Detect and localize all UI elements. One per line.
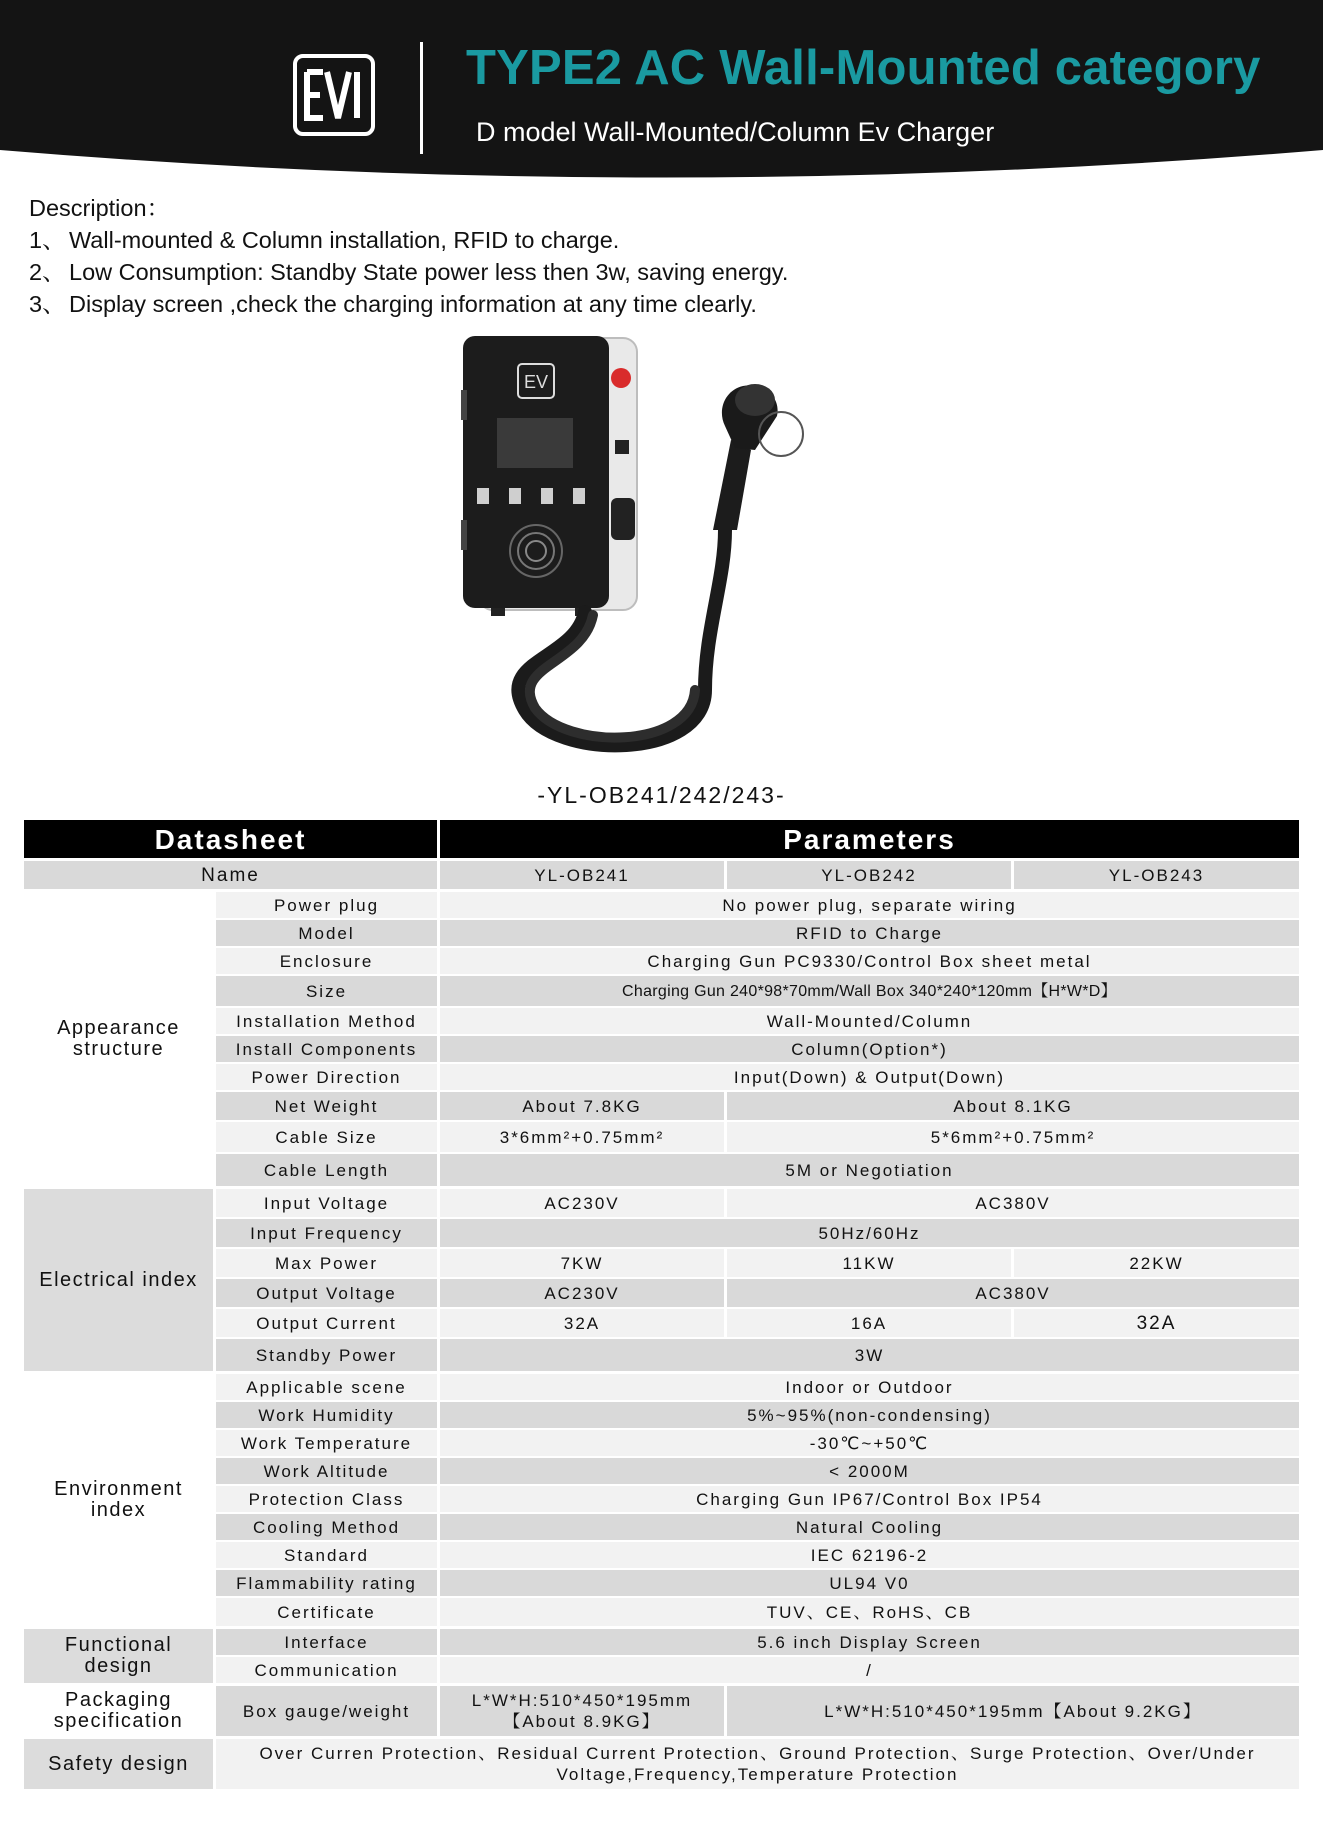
model-name-cell: YL-OB243: [1014, 861, 1299, 889]
item-text: Wall-mounted & Column installation, RFID to charge.: [69, 227, 620, 253]
row-value: 22KW: [1014, 1249, 1299, 1277]
item-number: 1、: [29, 227, 66, 253]
row-value: Charging Gun IP67/Control Box IP54: [440, 1486, 1299, 1512]
row-value: About 7.8KG: [440, 1092, 724, 1120]
row-label: Max Power: [216, 1249, 437, 1277]
name-label: Name: [24, 861, 437, 889]
row-value: Input(Down) & Output(Down): [440, 1064, 1299, 1090]
row-value: IEC 62196-2: [440, 1542, 1299, 1568]
row-label: Interface: [216, 1629, 437, 1655]
row-label: Power Direction: [216, 1064, 437, 1090]
row-value: No power plug, separate wiring: [440, 892, 1299, 918]
row-value: AC230V: [440, 1279, 724, 1307]
row-value: 32A: [1014, 1309, 1299, 1337]
row-label: Cooling Method: [216, 1514, 437, 1540]
item-text: Display screen ,check the charging information at any time clearly.: [69, 291, 757, 317]
category-electrical: Electrical index: [24, 1189, 213, 1371]
row-label: Output Current: [216, 1309, 437, 1337]
row-value: About 8.1KG: [727, 1092, 1299, 1120]
category-safety: Safety design: [24, 1739, 213, 1789]
row-value: Indoor or Outdoor: [440, 1374, 1299, 1400]
row-value: 5M or Negotiation: [440, 1154, 1299, 1186]
row-value: Wall-Mounted/Column: [440, 1008, 1299, 1034]
row-label: Protection Class: [216, 1486, 437, 1512]
description-section: [29, 192, 788, 320]
item-number: 2、: [29, 259, 66, 285]
row-label: Size: [216, 976, 437, 1006]
row-label: Enclosure: [216, 948, 437, 974]
row-label: Box gauge/weight: [216, 1686, 437, 1736]
item-number: 3、: [29, 291, 66, 317]
row-value: AC380V: [727, 1279, 1299, 1307]
row-label: Cable Size: [216, 1122, 437, 1152]
row-label: Input Voltage: [216, 1189, 437, 1217]
row-value: Charging Gun 240*98*70mm/Wall Box 340*240*120mm【H*W*D】: [440, 976, 1299, 1006]
header-background: [0, 0, 1323, 205]
category-packaging: Packaging specification: [24, 1686, 213, 1736]
ev-charger-illustration: [455, 330, 905, 780]
row-value: 50Hz/60Hz: [440, 1219, 1299, 1247]
row-value: AC380V: [727, 1189, 1299, 1217]
row-value: 5%~95%(non-condensing): [440, 1402, 1299, 1428]
header-divider: [420, 42, 423, 154]
row-value: RFID to Charge: [440, 920, 1299, 946]
category-appearance: Appearance structure: [24, 892, 213, 1186]
ev-logo-icon: [303, 66, 365, 124]
product-model-label: -YL-OB241/242/243-: [537, 782, 786, 808]
row-value: 5*6mm²+0.75mm²: [727, 1122, 1299, 1152]
page-header: [0, 0, 1323, 205]
row-value: Column(Option*): [440, 1036, 1299, 1062]
model-name-cell: YL-OB241: [440, 861, 724, 889]
category-environment: Environment index: [24, 1374, 213, 1626]
category-functional: Functional design: [24, 1629, 213, 1683]
item-text: Low Consumption: Standby State power less then 3w, saving energy.: [69, 259, 789, 285]
page-title: TYPE2 AC Wall-Mounted category: [466, 41, 1261, 95]
row-label: Work Humidity: [216, 1402, 437, 1428]
row-value: TUV、CE、RoHS、CB: [440, 1598, 1299, 1626]
row-value: 32A: [440, 1309, 724, 1337]
row-value: AC230V: [440, 1189, 724, 1217]
row-value: UL94 V0: [440, 1570, 1299, 1596]
row-label: Input Frequency: [216, 1219, 437, 1247]
row-label: Work Altitude: [216, 1458, 437, 1484]
row-label: Standard: [216, 1542, 437, 1568]
row-value: 5.6 inch Display Screen: [440, 1629, 1299, 1655]
row-label: Installation Method: [216, 1008, 437, 1034]
row-label: Net Weight: [216, 1092, 437, 1120]
product-logo: EV: [523, 372, 549, 392]
page-subtitle: D model Wall-Mounted/Column Ev Charger: [476, 117, 995, 147]
row-label: Model: [216, 920, 437, 946]
row-value: 3W: [440, 1339, 1299, 1371]
description-item: [29, 256, 788, 288]
description-item: [29, 288, 788, 320]
description-item: [29, 224, 788, 256]
header-datasheet: Datasheet: [24, 820, 437, 858]
row-label: Power plug: [216, 892, 437, 918]
description-heading: Description：: [29, 195, 171, 221]
row-value: 16A: [727, 1309, 1011, 1337]
row-value: -30℃~+50℃: [440, 1430, 1299, 1456]
row-value: Charging Gun PC9330/Control Box sheet metal: [440, 948, 1299, 974]
row-label: Flammability rating: [216, 1570, 437, 1596]
safety-value: Over Curren Protection、Residual Current Protection、Ground Protection、Surge Protection、Over/Under Voltage,Frequency,Temperature Protection: [216, 1739, 1299, 1789]
row-label: Cable Length: [216, 1154, 437, 1186]
row-label: Standby Power: [216, 1339, 437, 1371]
row-value: < 2000M: [440, 1458, 1299, 1484]
datasheet-table: [24, 820, 1299, 1784]
row-value: L*W*H:510*450*195mm【About 9.2KG】: [727, 1686, 1299, 1736]
row-value: L*W*H:510*450*195mm【About 8.9KG】: [440, 1686, 724, 1736]
row-label: Applicable scene: [216, 1374, 437, 1400]
row-value: 11KW: [727, 1249, 1011, 1277]
row-value: 3*6mm²+0.75mm²: [440, 1122, 724, 1152]
row-label: Certificate: [216, 1598, 437, 1626]
brand-logo: [293, 54, 375, 136]
row-value: Natural Cooling: [440, 1514, 1299, 1540]
table-header: [24, 820, 1299, 858]
row-value: /: [440, 1657, 1299, 1683]
row-label: Output Voltage: [216, 1279, 437, 1307]
row-label: Communication: [216, 1657, 437, 1683]
row-label: Work Temperature: [216, 1430, 437, 1456]
row-value: 7KW: [440, 1249, 724, 1277]
model-name-cell: YL-OB242: [727, 861, 1011, 889]
product-image: [455, 330, 905, 780]
header-parameters: Parameters: [440, 820, 1299, 858]
row-label: Install Components: [216, 1036, 437, 1062]
